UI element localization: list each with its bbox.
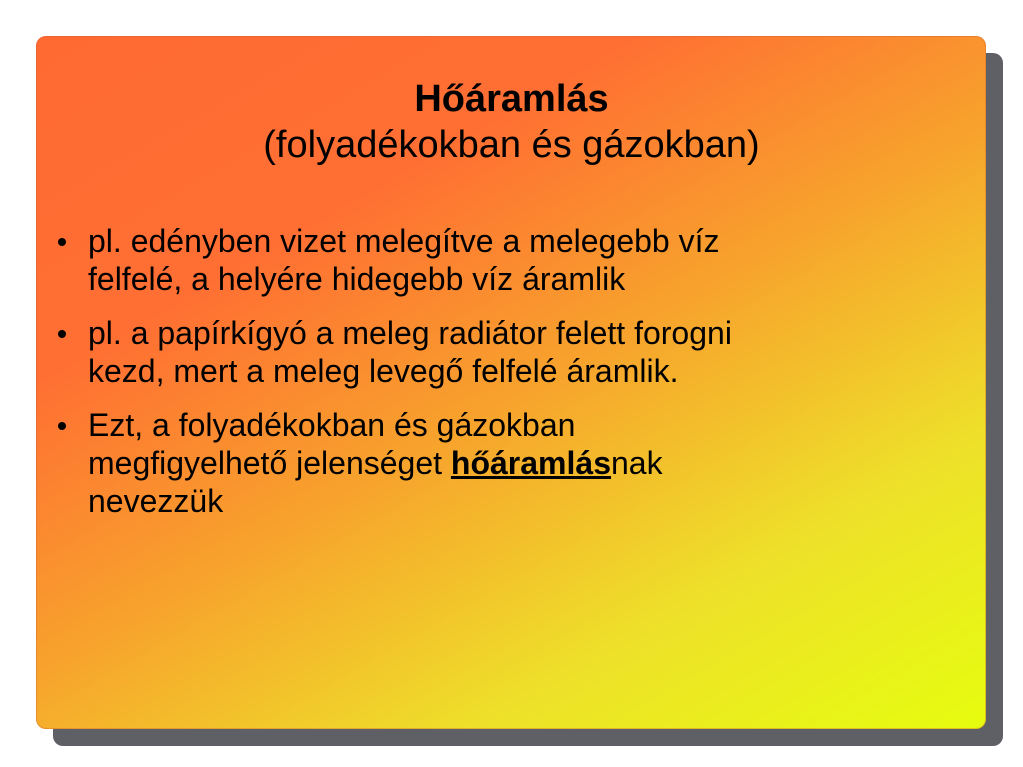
bullet-text-line: pl. a papírkígyó a meleg radiátor felett forogni [88,315,732,351]
bullet-text-line [88,444,958,482]
list-item [58,314,958,390]
bullet-list [58,222,958,536]
emphasized-term: hőáramlás [450,445,611,481]
bullet-text-line: kezd, mert a meleg levegő felfelé áramlik. [88,353,679,389]
list-item [58,222,958,298]
bullet-text-line: Ezt, a folyadékokban és gázokban [88,407,576,443]
bullet-icon [58,330,66,338]
bullet-icon [58,238,66,246]
slide-subtitle: (folyadékokban és gázokban) [263,124,760,166]
bullet-text-fragment: megfigyelhető jelenséget [88,445,451,481]
slide-title-block [0,76,1023,168]
list-item [58,406,958,520]
bullet-text-line: felfelé, a helyére hidegebb víz áramlik [88,261,626,297]
bullet-text-line: pl. edényben vizet melegítve a melegebb víz [88,223,720,259]
bullet-text-line: nevezzük [88,483,224,519]
bullet-text-fragment: nak [610,445,663,481]
slide-title: Hőáramlás [414,78,609,120]
bullet-icon [58,422,66,430]
